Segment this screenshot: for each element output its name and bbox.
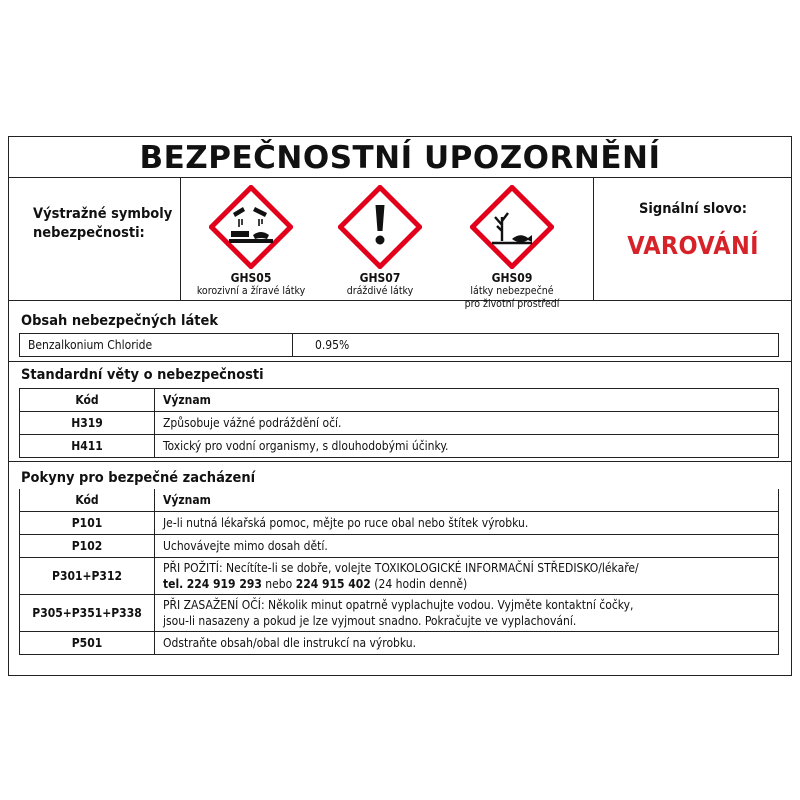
table-row: [20, 558, 779, 595]
precaution-text: Uchovávejte mimo dosah dětí.: [155, 535, 779, 558]
precaution-code: P101: [20, 512, 155, 535]
tel-label: tel.: [163, 577, 184, 591]
section-title-hazard: Standardní věty o nebezpečnosti: [21, 367, 264, 383]
header-meaning: Význam: [155, 489, 779, 512]
precaution-line: PŘI POŽITÍ: Necítíte-li se dobře, volejte TOXIKOLOGICKÉ INFORMAČNÍ STŘEDISKO/lékaře/: [163, 561, 639, 575]
statement-text: Toxický pro vodní organismy, s dlouhodobými účinky.: [155, 435, 779, 458]
divider: [9, 461, 791, 462]
precaution-code: P305+P351+P338: [20, 595, 155, 632]
section-title-content: Obsah nebezpečných látek: [21, 313, 219, 329]
divider: [593, 177, 594, 300]
divider: [180, 177, 181, 300]
precaution-text: Odstraňte obsah/obal dle instrukcí na výrobku.: [155, 632, 779, 655]
phone-number: 224 919 293: [186, 577, 262, 591]
precaution-text: [155, 595, 779, 632]
pictogram-ghs07: [315, 185, 445, 298]
table-row: [20, 412, 779, 435]
table-row: [20, 334, 779, 357]
pictogram-code: GHS09: [491, 271, 533, 285]
statement-code: H411: [20, 435, 155, 458]
table-header-row: [20, 489, 779, 512]
safety-label: [8, 136, 792, 676]
table-row: [20, 435, 779, 458]
table-row: [20, 595, 779, 632]
pictogram-code: GHS07: [359, 271, 401, 285]
hazard-table: [19, 388, 779, 458]
precaution-text: Je-li nutná lékařská pomoc, mějte po ruce obal nebo štítek výrobku.: [155, 512, 779, 535]
header-code: Kód: [20, 489, 155, 512]
table-row: [20, 512, 779, 535]
statement-code: H319: [20, 412, 155, 435]
phone-note: (24 hodin denně): [374, 577, 468, 591]
precaution-line: PŘI ZASAŽENÍ OČÍ: Několik minut opatrně vyplachujte vodou. Vyjměte kontaktní čočky,: [163, 598, 634, 612]
precaution-code: P102: [20, 535, 155, 558]
precaution-code: P301+P312: [20, 558, 155, 595]
precaution-line: [163, 576, 770, 592]
pictogram-desc: korozivní a žíravé látky: [196, 285, 306, 297]
pictogram-desc: látky nebezpečné pro životní prostředí: [464, 285, 560, 310]
table-header-row: [20, 389, 779, 412]
signal-word-label: Signální slovo:: [639, 201, 747, 217]
header-code: Kód: [20, 389, 155, 412]
corrosion-icon: [209, 185, 293, 269]
precautionary-table: [19, 489, 779, 655]
table-row: [20, 535, 779, 558]
table-row: [20, 632, 779, 655]
statement-text: Způsobuje vážné podráždění očí.: [155, 412, 779, 435]
environment-icon: [470, 185, 554, 269]
precaution-code: P501: [20, 632, 155, 655]
hazard-header-row: [9, 177, 791, 310]
substance-value: 0.95%: [293, 334, 779, 357]
pictogram-code: GHS05: [230, 271, 272, 285]
connector: nebo: [265, 577, 293, 591]
divider: [9, 361, 791, 362]
signal-word: VAROVÁNÍ: [627, 231, 759, 260]
warning-symbols-label: Výstražné symboly nebezpečnosti:: [33, 206, 173, 241]
pictogram-ghs09: [447, 185, 577, 311]
phone-number: 224 915 402: [295, 577, 371, 591]
substance-name: Benzalkonium Chloride: [20, 334, 293, 357]
pictogram-desc: dráždivé látky: [346, 285, 414, 297]
content-table: [19, 333, 779, 357]
header-meaning: Význam: [155, 389, 779, 412]
section-title-precautionary: Pokyny pro bezpečné zacházení: [21, 470, 256, 486]
precaution-text: [155, 558, 779, 595]
precaution-line: jsou-li nasazeny a pokud je lze vyjmout snadno. Pokračujte ve vyplachování.: [163, 614, 577, 628]
exclamation-icon: [338, 185, 422, 269]
page-title: BEZPEČNOSTNÍ UPOZORNĚNÍ: [9, 137, 791, 178]
pictogram-ghs05: [186, 185, 316, 298]
